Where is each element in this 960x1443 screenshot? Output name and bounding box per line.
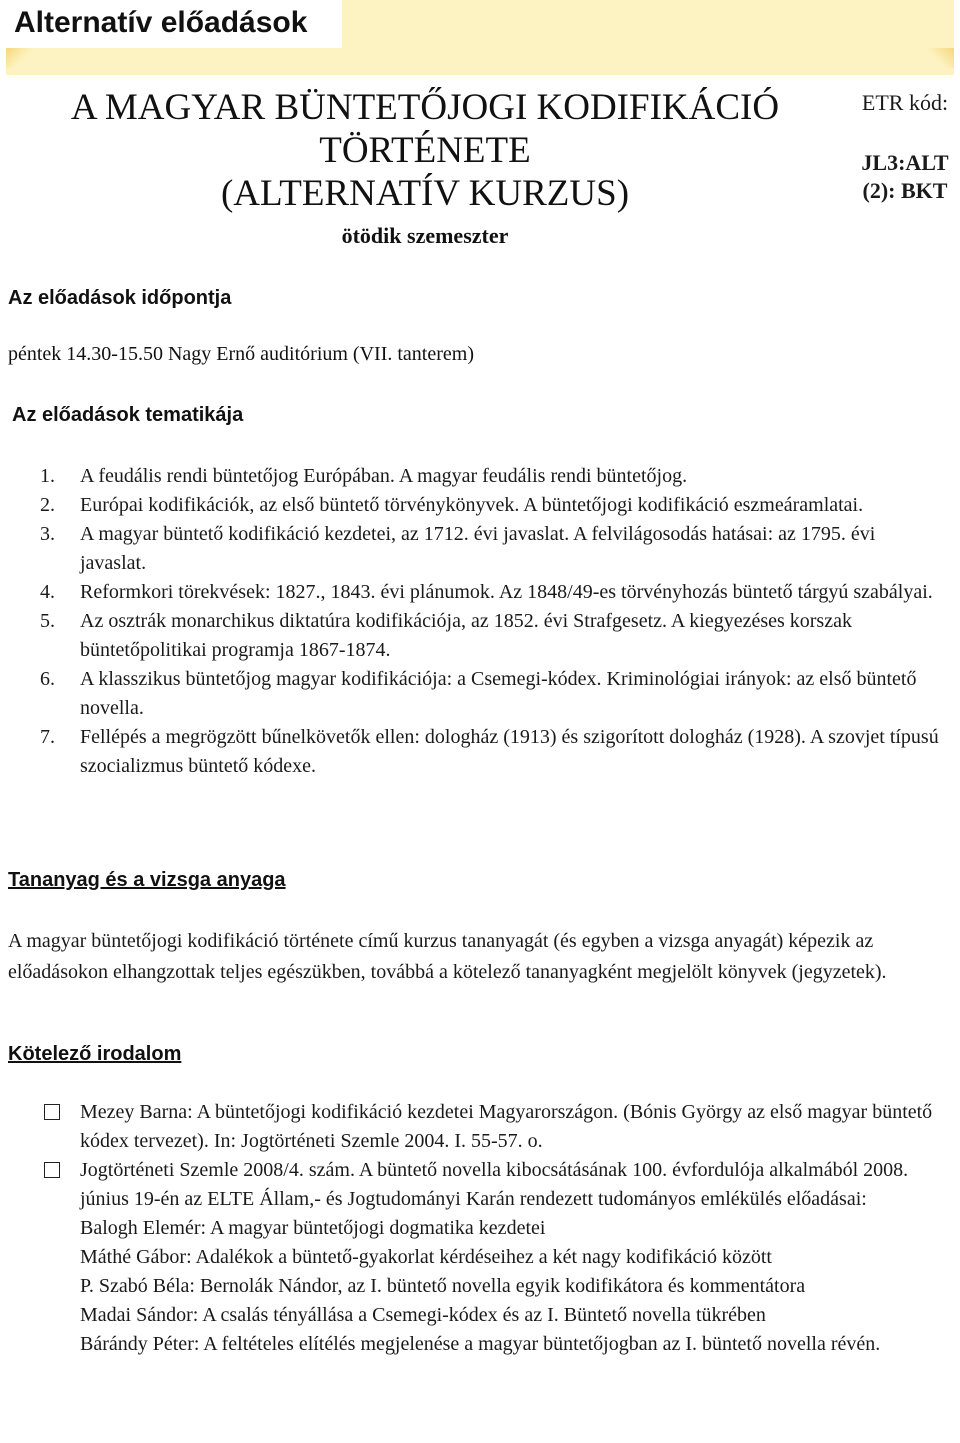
banner-corner-left [6, 48, 34, 68]
course-title-line: (ALTERNATÍV KURZUS) [220, 173, 630, 214]
list-item [40, 1098, 950, 1156]
course-title-line: A MAGYAR BÜNTETŐJOGI KODIFIKÁCIÓ [70, 87, 780, 128]
semester-label: ötödik szemeszter [341, 223, 509, 248]
list-item [40, 520, 940, 578]
course-title [0, 86, 850, 215]
list-item [40, 1156, 950, 1359]
literature-line: Bárándy Péter: A feltételes elítélés megjelenése a magyar büntetőjogban az I. büntető novella révén. [80, 1333, 881, 1355]
etr-label: ETR kód: [861, 90, 949, 115]
list-item [40, 665, 940, 723]
list-item [40, 491, 940, 520]
literature-line: Balogh Elemér: A magyar büntetőjogi dogmatika kezdetei [80, 1217, 546, 1239]
schedule-heading: Az előadások időpontja [8, 287, 232, 309]
material-heading: Tananyag és a vizsga anyaga [8, 869, 286, 891]
etr-code-block [850, 90, 960, 205]
item-number: 1. [40, 465, 55, 487]
section-banner [6, 0, 954, 75]
banner-title-box [6, 0, 342, 48]
checkbox-square-icon [44, 1162, 60, 1178]
schedule-time: péntek 14.30-15.50 Nagy Ernő auditórium (VII. tanterem) [8, 343, 474, 365]
topics-list [40, 462, 940, 781]
literature-line: Máthé Gábor: Adalékok a büntető-gyakorlat kérdéseihez a két nagy kodifikáció között [80, 1246, 772, 1268]
item-text: Európai kodifikációk, az első büntető törvénykönyvek. A büntetőjogi kodifikáció eszmeáramlatai. [80, 494, 864, 516]
banner-corner-right [926, 48, 954, 68]
literature-text: Jogtörténeti Szemle 2008/4. szám. A büntető novella kibocsátásának 100. évfordulója alkalmából 2008. június 19-én az ELTE Állam,- és Jogtudományi Karán rendezett tudományos emlékülés előadásai: [80, 1159, 909, 1210]
literature-text: Mezey Barna: A büntetőjogi kodifikáció kezdetei Magyarországon. (Bónis György az első magyar büntető kódex tervezet). In: Jogtörténeti Szemle 2004. I. 55-57. o. [80, 1101, 933, 1152]
etr-code-line: JL3:ALT [861, 150, 949, 175]
item-number: 3. [40, 523, 55, 545]
banner-title: Alternatív előadások [14, 6, 308, 39]
list-item [40, 462, 940, 491]
literature-line: P. Szabó Béla: Bernolák Nándor, az I. büntető novella egyik kodifikátora és kommentátora [80, 1275, 806, 1297]
item-text: Fellépés a megrögzött bűnelkövetők ellen: dologház (1913) és szigorított dologház (1928). A szovjet típusú szocializmus büntető kódexe. [80, 726, 939, 777]
item-number: 7. [40, 726, 55, 748]
list-item [40, 578, 940, 607]
literature-line: Madai Sándor: A csalás tényállása a Csemegi-kódex és az I. Büntető novella tükrében [80, 1304, 766, 1326]
item-text: A magyar büntető kodifikáció kezdetei, az 1712. évi javaslat. A felvilágosodás hatásai: az 1795. évi javaslat. [80, 523, 876, 574]
etr-code-line: (2): BKT [862, 178, 948, 203]
item-text: Reformkori törekvések: 1827., 1843. évi plánumok. Az 1848/49-es törvényhozás büntető tárgyú szabályai. [80, 581, 933, 603]
list-item [40, 723, 940, 781]
course-title-line: TÖRTÉNETE [319, 130, 531, 171]
etr-code [850, 149, 960, 205]
item-text: Az osztrák monarchikus diktatúra kodifikációja, az 1852. évi Strafgesetz. A kiegyezéses korszak büntetőpolitikai programja 1867-1874. [80, 610, 852, 661]
item-number: 4. [40, 581, 55, 603]
item-number: 5. [40, 610, 55, 632]
item-text: A klasszikus büntetőjog magyar kodifikációja: a Csemegi-kódex. Kriminológiai irányok: az első büntető novella. [80, 668, 917, 719]
item-number: 2. [40, 494, 55, 516]
list-item [40, 607, 940, 665]
item-number: 6. [40, 668, 55, 690]
material-text: A magyar büntetőjogi kodifikáció története című kurzus tananyagát (és egyben a vizsga anyagát) képezik az előadásokon elhangzottak teljes egészükben, továbbá a kötelező tananyagként megjelölt könyvek (jegyzetek). [8, 930, 887, 983]
literature-heading: Kötelező irodalom [8, 1043, 182, 1065]
topics-heading: Az előadások tematikája [12, 404, 244, 426]
item-text: A feudális rendi büntetőjog Európában. A magyar feudális rendi büntetőjog. [80, 465, 688, 487]
literature-list [40, 1098, 950, 1359]
checkbox-square-icon [44, 1104, 60, 1120]
